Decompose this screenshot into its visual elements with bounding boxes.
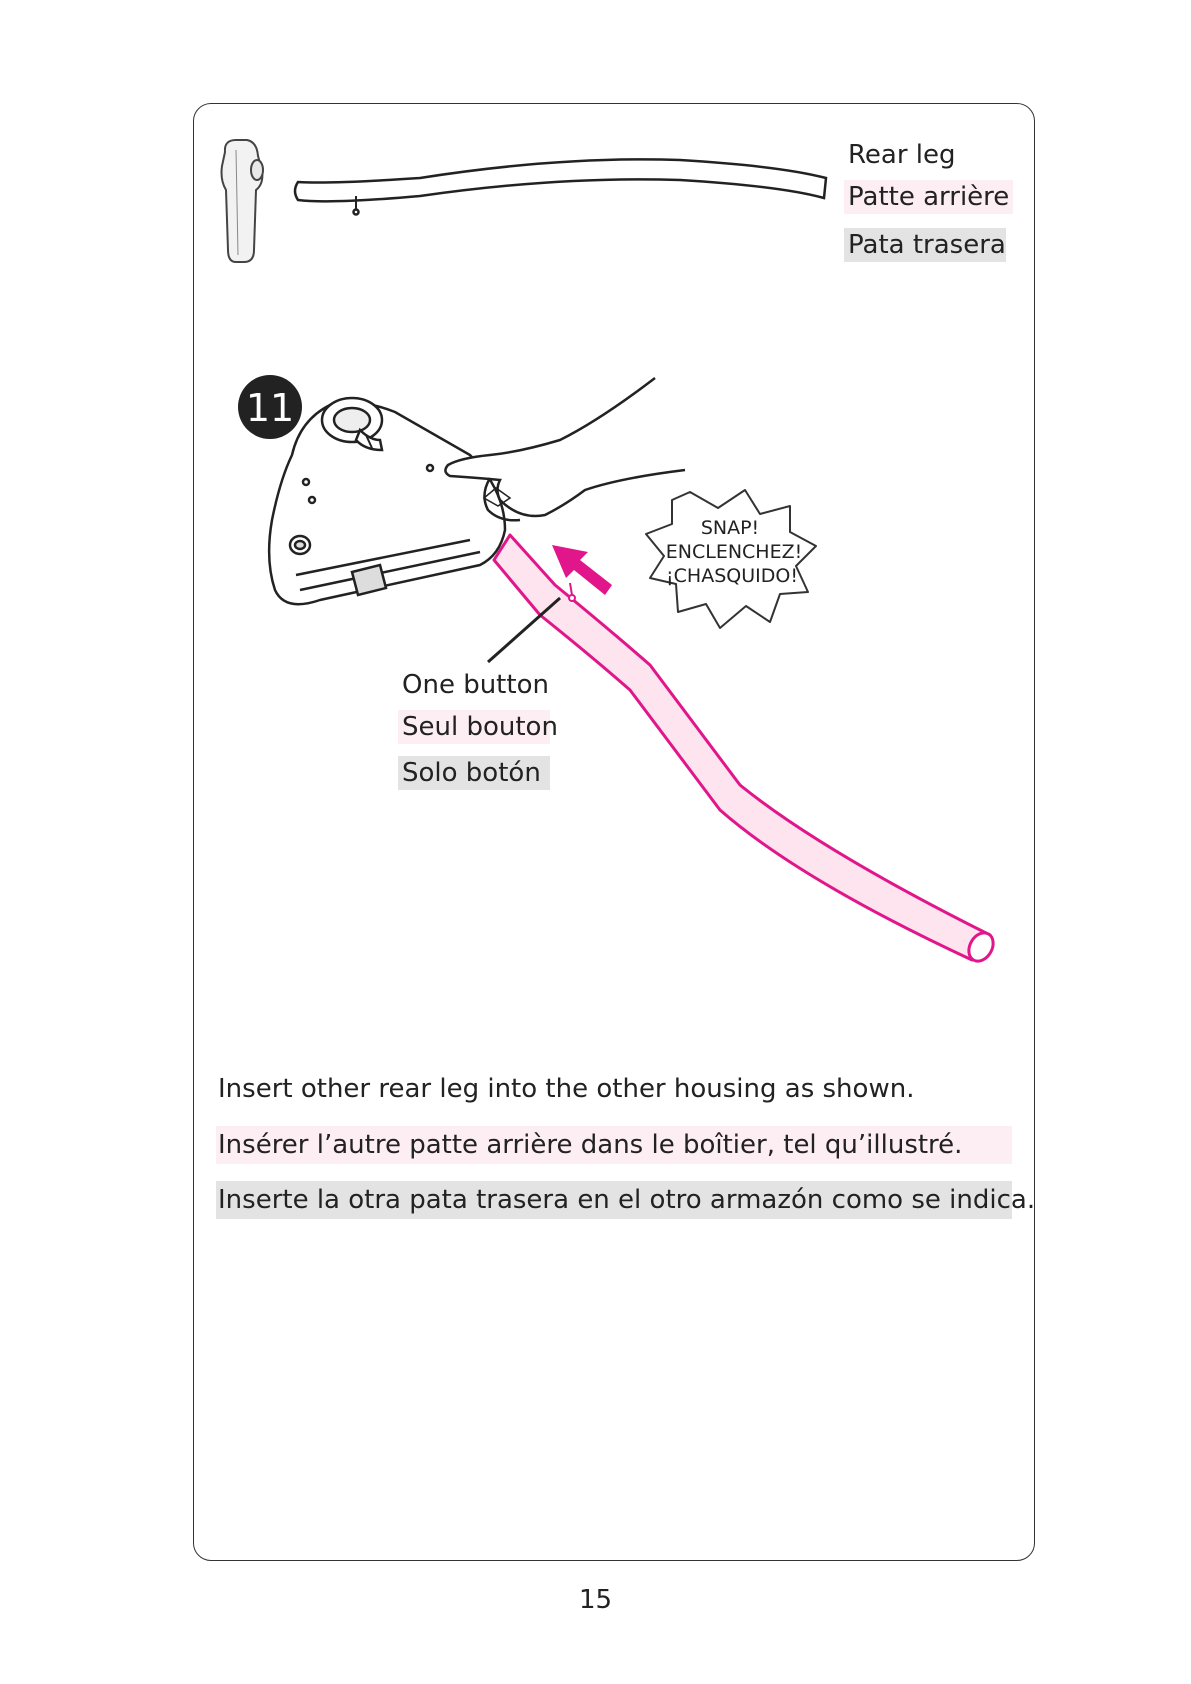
page-number: 15 <box>578 1585 613 1615</box>
snap-text-fr: ENCLENCHEZ! <box>665 541 803 563</box>
step-number-badge <box>238 375 302 439</box>
instruction-en: Insert other rear leg into the other housing as shown. <box>218 1074 915 1104</box>
button-label-en: One button <box>402 670 549 700</box>
instruction-fr: Insérer l’autre patte arrière dans le boîtier, tel qu’illustré. <box>216 1126 1012 1164</box>
button-label-es: Solo botón <box>398 756 550 790</box>
rear-leg-tube <box>295 159 826 214</box>
button-label-fr: Seul bouton <box>398 710 550 744</box>
snap-text-es: ¡CHASQUIDO! <box>666 565 798 587</box>
rear-leg-label-fr: Patte arrière <box>844 180 1013 214</box>
rear-leg-label-en: Rear leg <box>848 140 956 170</box>
insert-direction-arrow <box>552 545 612 595</box>
leg-housing <box>269 398 505 604</box>
snap-starburst <box>646 490 816 628</box>
rear-leg-label-es: Pata trasera <box>844 228 1006 262</box>
instruction-es: Inserte la otra pata trasera en el otro armazón como se indica. <box>216 1181 1012 1219</box>
step-number: 11 <box>245 386 295 430</box>
snap-text-en: SNAP! <box>700 517 760 539</box>
button-callout-line <box>488 598 560 662</box>
rear-leg-end-icon <box>222 140 264 262</box>
